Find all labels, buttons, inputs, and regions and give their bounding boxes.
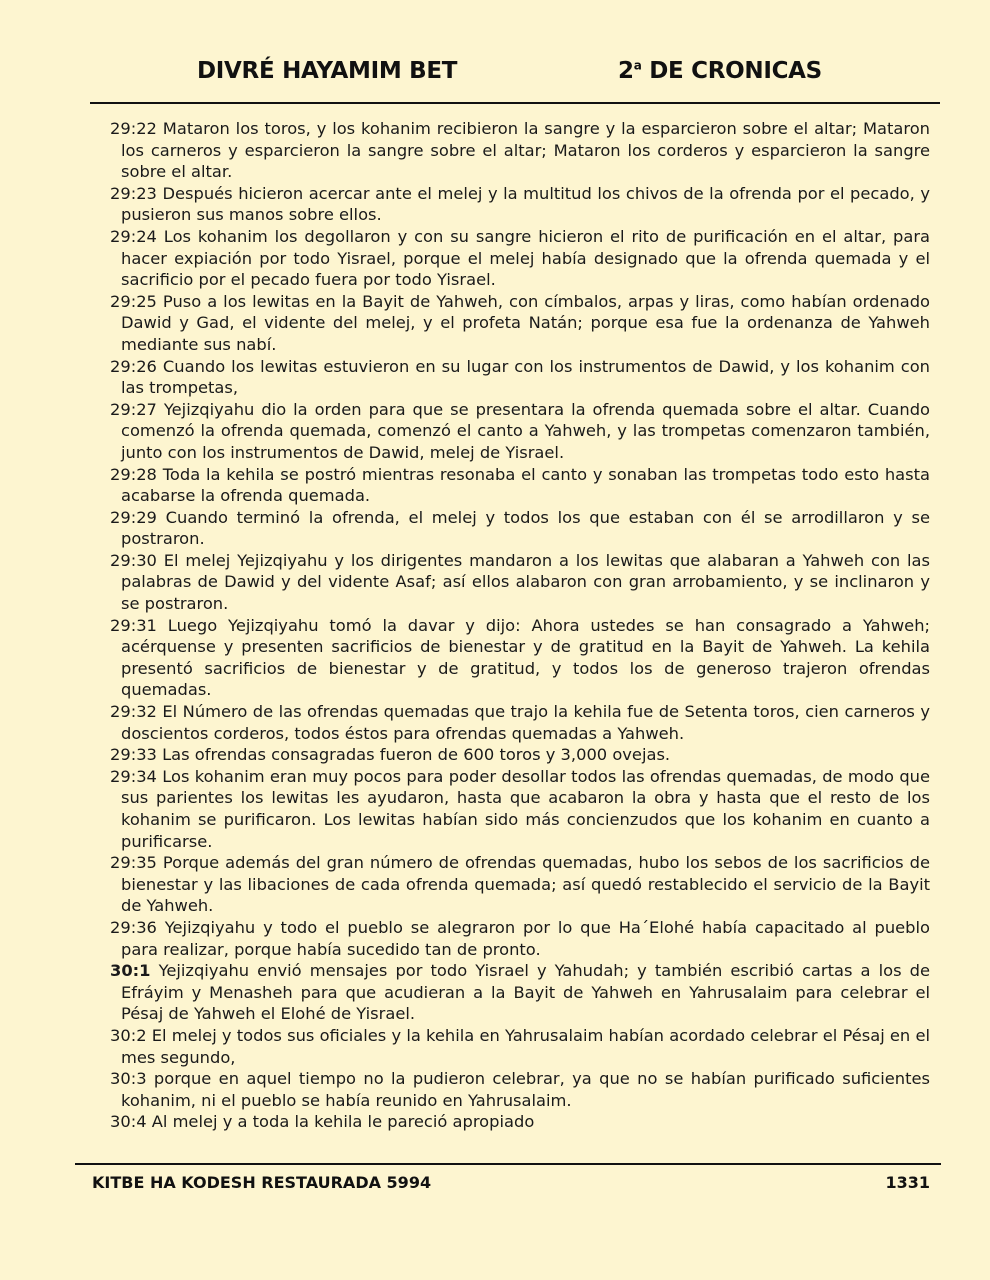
footer-publication: KITBE HA KODESH RESTAURADA 5994 [92, 1173, 432, 1192]
verse-ref: 29:22 [110, 119, 157, 138]
verse-30-1 [110, 960, 930, 1025]
verse-ref: 30:1 [110, 961, 151, 981]
book-subtitle-text: DE CRONICAS [641, 58, 822, 84]
verse-29-27 [110, 399, 930, 464]
verse-30-2 [110, 1025, 930, 1068]
verse-ref: 29:25 [110, 291, 157, 311]
verse-text: Cuando los lewitas estuvieron en su lugar con los instrumentos de Dawid, y los kohanim con las trompetas, [121, 356, 930, 398]
verse-29-28 [110, 464, 930, 507]
verse-text: El Número de las ofrendas quemadas que trajo la kehila fue de Setenta toros, cien carneros y doscientos corderos, todos éstos para ofrendas quemadas a Yahweh. [121, 702, 930, 743]
book-title: DIVRÉ HAYAMIM BET [197, 58, 458, 84]
verse-29-36 [110, 917, 930, 960]
verse-ref: 30:4 [110, 1112, 147, 1132]
verse-text: Al melej y a toda la kehila le pareció apropiado [146, 1112, 535, 1132]
verse-ref: 29:29 [110, 507, 157, 527]
verse-ref: 29:34 [110, 766, 157, 786]
verse-text: Yejizqiyahu y todo el pueblo se alegraron por lo que Ha´Elohé había capacitado al pueblo para realizar, porque había sucedido tan de pronto. [121, 917, 930, 959]
verse-29-31 [110, 615, 930, 701]
verse-text: Yejizqiyahu dio la orden para que se presentara la ofrenda quemada sobre el altar. Cuando comenzó la ofrenda quemada, comenzó el canto a Yahweh, y las trompetas comenzaron también, junto con los instrumentos de Dawid, melej de Yisrael. [121, 399, 930, 462]
verse-29-26 [110, 356, 930, 399]
verse-text: El melej y todos sus oficiales y la kehila en Yahrusalaim habían acordado celebrar el Pésaj en el mes segundo, [121, 1025, 930, 1067]
verse-text: Luego Yejizqiyahu tomó la davar y dijo: Ahora ustedes se han consagrado a Yahweh; acérquense y presenten sacrificios de bienestar y de gratitud en la Bayit de Yahweh. La kehila presentó sacrificios de bienestar y de gratitud, y todos los de generoso trajeron ofrendas quemadas. [121, 615, 930, 700]
verse-ref: 29:30 [110, 550, 157, 570]
verse-ref: 30:3 [110, 1069, 147, 1089]
verse-ref: 29:36 [110, 917, 157, 937]
verse-text: Porque además del gran número de ofrendas quemadas, hubo los sebos de los sacrificios de bienestar y las libaciones de cada ofrenda quemada; así quedó restablecido el servicio de la Bayit de Yahweh. [121, 853, 930, 916]
verse-ref: 29:23 [110, 183, 157, 203]
verse-29-33 [110, 744, 930, 766]
verse-ref: 29:35 [110, 853, 157, 873]
verse-text: Los kohanim los degollaron y con su sangre hicieron el rito de purificación en el altar, para hacer expiación por todo Yisrael, porque el melej había designado que la ofrenda quemada y el sacrificio por el pecado fuera por todo Yisrael. [121, 226, 930, 290]
page-number: 1331 [885, 1173, 930, 1192]
verse-text: Los kohanim eran muy pocos para poder desollar todos las ofrendas quemadas, de modo que sus parientes los lewitas les ayudaron, hasta que acabaron la obra y hasta que el resto de los kohanim se purificaron. Los lewitas habían sido más concienzudos que los kohanim en cuanto a purificarse. [121, 766, 930, 851]
verse-text: Mataron los toros, y los kohanim recibieron la sangre y la esparcieron sobre el altar; Mataron los carneros y esparcieron la sangre sobre el altar; Mataron los corderos y esparcieron la sangre sobre el altar. [121, 119, 930, 182]
verse-ref: 29:27 [110, 399, 157, 419]
verse-29-30 [110, 550, 930, 615]
book-subtitle [618, 58, 822, 84]
verse-ref: 30:2 [110, 1025, 147, 1045]
verse-text: Toda la kehila se postró mientras resonaba el canto y sonaban las trompetas todo esto hasta acabarse la ofrenda quemada. [121, 464, 930, 506]
verse-ref: 29:28 [110, 464, 157, 484]
verse-ref: 29:26 [110, 356, 157, 376]
verse-29-29 [110, 507, 930, 550]
verse-29-32 [110, 701, 930, 744]
page-footer [75, 1163, 941, 1205]
verse-text: Puso a los lewitas en la Bayit de Yahweh, con címbalos, arpas y liras, como habían ordenado Dawid y Gad, el vidente del melej, y el profeta Natán; porque esa fue la ordenanza de Yahweh mediante sus nabí. [121, 291, 930, 354]
verse-text: Cuando terminó la ofrenda, el melej y todos los que estaban con él se arrodillaron y se postraron. [121, 507, 930, 549]
book-subtitle-ordinal: a [633, 58, 642, 73]
verse-29-23 [110, 183, 930, 226]
verse-text: Las ofrendas consagradas fueron de 600 toros y 3,000 ovejas. [156, 745, 671, 765]
verse-29-34 [110, 766, 930, 852]
verse-text: Yejizqiyahu envió mensajes por todo Yisrael y Yahudah; y también escribió cartas a los de Efráyim y Menasheh para que acudieran a la Bayit de Yahweh en Yahrusalaim para celebrar el Pésaj de Yahweh el Elohé de Yisrael. [121, 961, 930, 1024]
verse-ref: 29:33 [110, 745, 157, 765]
verse-text: El melej Yejizqiyahu y los dirigentes mandaron a los lewitas que alabaran a Yahweh con las palabras de Dawid y del vidente Asaf; así ellos alabaron con gran arrobamiento, y se inclinaron y se postraron. [121, 550, 930, 614]
scripture-text [110, 118, 930, 1133]
verse-ref: 29:32 [110, 702, 157, 722]
book-subtitle-number: 2 [618, 58, 634, 84]
verse-30-4 [110, 1111, 930, 1133]
verse-ref: 29:31 [110, 615, 157, 635]
verse-29-25 [110, 291, 930, 356]
verse-ref: 29:24 [110, 226, 157, 246]
verse-29-22 [110, 118, 930, 183]
page-header [90, 58, 940, 104]
verse-text: porque en aquel tiempo no la pudieron celebrar, ya que no se habían purificado suficientes kohanim, ni el pueblo se había reunido en Yahrusalaim. [121, 1069, 930, 1110]
verse-29-35 [110, 852, 930, 917]
verse-29-24 [110, 226, 930, 291]
verse-30-3 [110, 1068, 930, 1111]
verse-text: Después hicieron acercar ante el melej y la multitud los chivos de la ofrenda por el pecado, y pusieron sus manos sobre ellos. [121, 183, 930, 225]
